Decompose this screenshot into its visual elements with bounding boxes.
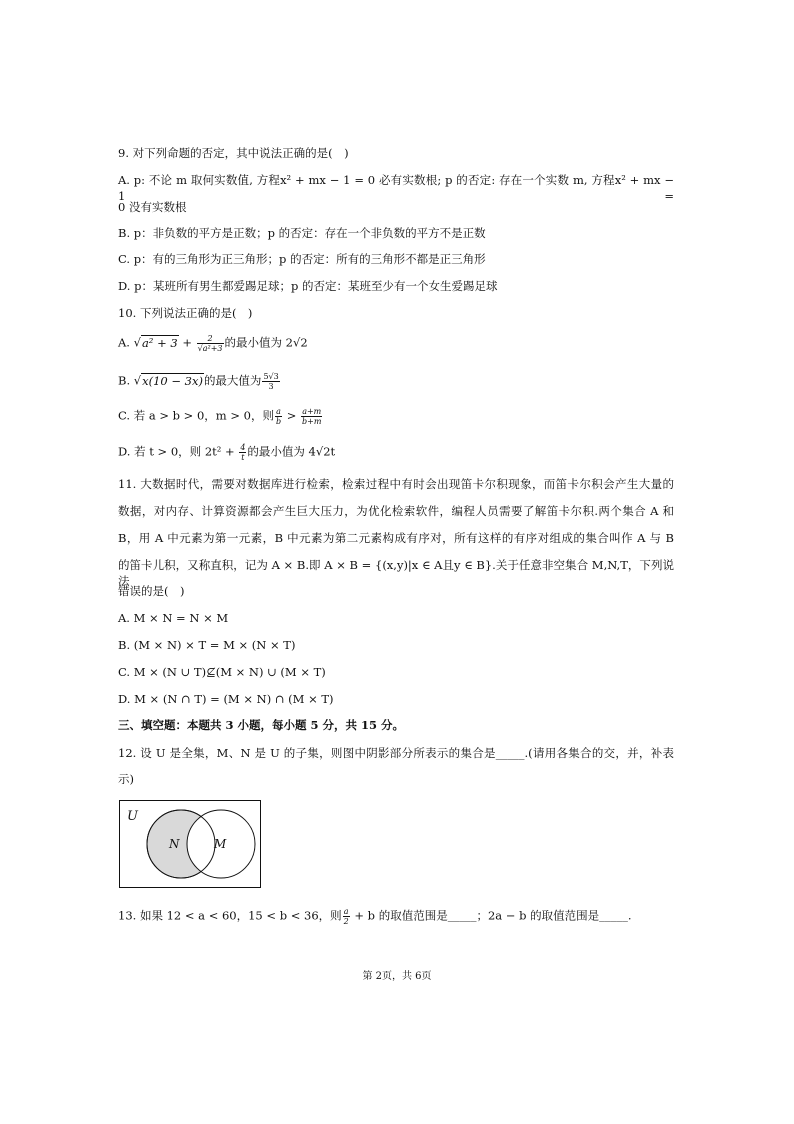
q10-a-fraction: [197, 334, 224, 353]
q11-option-a: A. M × N = N × M: [118, 611, 229, 625]
q10-b-prefix: B.: [118, 373, 134, 388]
venn-diagram: [119, 800, 262, 889]
q11-line2: 数据，对内存、计算资源都会产生巨大压力，为优化检索软件，编程人员需要了解笛卡尔积.两个集合 A 和: [118, 504, 674, 518]
q10-a-sqrt: a² + 3: [141, 335, 178, 350]
set-n-label: N: [169, 837, 180, 851]
q10-a-prefix: A.: [118, 335, 134, 350]
q13-suffix: + b 的取值范围是_____；2a − b 的取值范围是_____.: [350, 908, 632, 923]
q11-option-d: D. M × (N ∩ T) = (M × N) ∩ (M × T): [118, 692, 334, 706]
q11-line5: 错误的是( ): [118, 584, 185, 598]
q11-line3: B，用 A 中元素为第一元素，B 中元素为第二元素构成有序对，所有这样的有序对组成的集合叫作 A 与 B: [118, 531, 674, 545]
q10-option-a: A. √a² + 3 + $\frac{2}{\text{√a²+3}}$ 的最小值为 2√2: [118, 334, 308, 353]
q11-line4: 的笛卡儿积，又称直积，记为 A × B.即 A × B = {(x,y)|x ∈ A且y ∈ B}.关于任意非空集合 M,N,T，下列说法: [118, 558, 674, 588]
q11-option-b: B. (M × N) × T = M × (N × T): [118, 638, 296, 652]
q10-c-den2: b+m: [302, 417, 322, 426]
q11-option-c: C. M × (N ∪ T)⊈(M × N) ∪ (M × T): [118, 665, 326, 679]
q12-line2: 示): [118, 772, 134, 786]
q10-b-mid: 的最大值为: [203, 373, 262, 388]
q10-b-sqrt: x(10 − 3x): [142, 373, 203, 388]
q13-den: 2: [343, 917, 349, 926]
q13-line: [118, 907, 632, 926]
q13-fraction: [343, 907, 350, 926]
page-footer: 第 2页，共 6页: [362, 971, 432, 982]
q10-a-suffix: 的最小值为 2√2: [224, 335, 308, 350]
q10-b-den: 3: [268, 382, 274, 391]
q9-option-b: B. p：非负数的平方是正数；p 的否定：存在一个非负数的平方不是正数: [118, 226, 486, 240]
q10-d-suffix: 的最小值为 4√2t: [247, 444, 336, 459]
q10-stem: 10. 下列说法正确的是( ): [118, 306, 253, 320]
q10-option-b: B. √x(10 − 3x)的最大值为 $\frac{5√3}{3}$: [118, 372, 279, 391]
q10-d-num: 4: [240, 443, 246, 452]
q10-b-num: 5√3: [263, 372, 279, 381]
q10-d-fraction: [239, 443, 246, 462]
q9-stem: 9. 对下列命题的否定，其中说法正确的是( ): [118, 146, 349, 160]
q13-prefix: 13. 如果 12 < a < 60，15 < b < 36，则: [118, 908, 342, 923]
q10-option-d: [118, 443, 335, 462]
q10-c-prefix: C. 若 a > b > 0，m > 0，则: [118, 408, 274, 423]
q10-c-fraction1: [275, 407, 282, 426]
q10-c-fraction2: [301, 407, 322, 426]
q9-option-c: C. p：有的三角形为正三角形；p 的否定：所有的三角形不都是正三角形: [118, 252, 486, 266]
q10-d-den: t: [241, 453, 245, 462]
q10-a-plus: +: [178, 335, 196, 350]
q9-option-a-line2: 0 没有实数根: [118, 200, 187, 214]
q10-c-gt: >: [283, 408, 301, 423]
q9-option-a-line1: A. p: 不论 m 取何实数值, 方程x² + mx − 1 = 0 必有实数根; p 的否定: 存在一个实数 m, 方程x² + mx − 1 =: [118, 173, 674, 203]
q10-a-den: √a²+3: [197, 344, 223, 353]
q12-line1: 12. 设 U 是全集，M、N 是 U 的子集，则图中阴影部分所表示的集合是_____.(请用各集合的交，并，补表: [118, 746, 674, 760]
section-heading-fill-in: 三、填空题：本题共 3 小题，每小题 5 分，共 15 分。: [118, 718, 405, 732]
q10-d-prefix: D. 若 t > 0，则 2t² +: [118, 444, 239, 459]
q10-b-fraction: [262, 372, 279, 391]
q13-num: a: [343, 907, 349, 916]
q10-c-den1: b: [275, 417, 282, 426]
q11-line1: 11. 大数据时代，需要对数据库进行检索，检索过程中有时会出现笛卡尔积现象，而笛卡尔积会产生大量的: [118, 477, 674, 491]
q9-option-d: D. p：某班所有男生都爱踢足球；p 的否定：某班至少有一个女生爱踢足球: [118, 279, 498, 293]
q10-a-num: 2: [197, 334, 224, 344]
q10-option-c: [118, 407, 323, 426]
q10-c-num1: a: [276, 407, 281, 416]
q10-c-num2: a+m: [302, 407, 322, 416]
universe-label: U: [127, 809, 138, 824]
set-m-label: M: [214, 837, 227, 851]
